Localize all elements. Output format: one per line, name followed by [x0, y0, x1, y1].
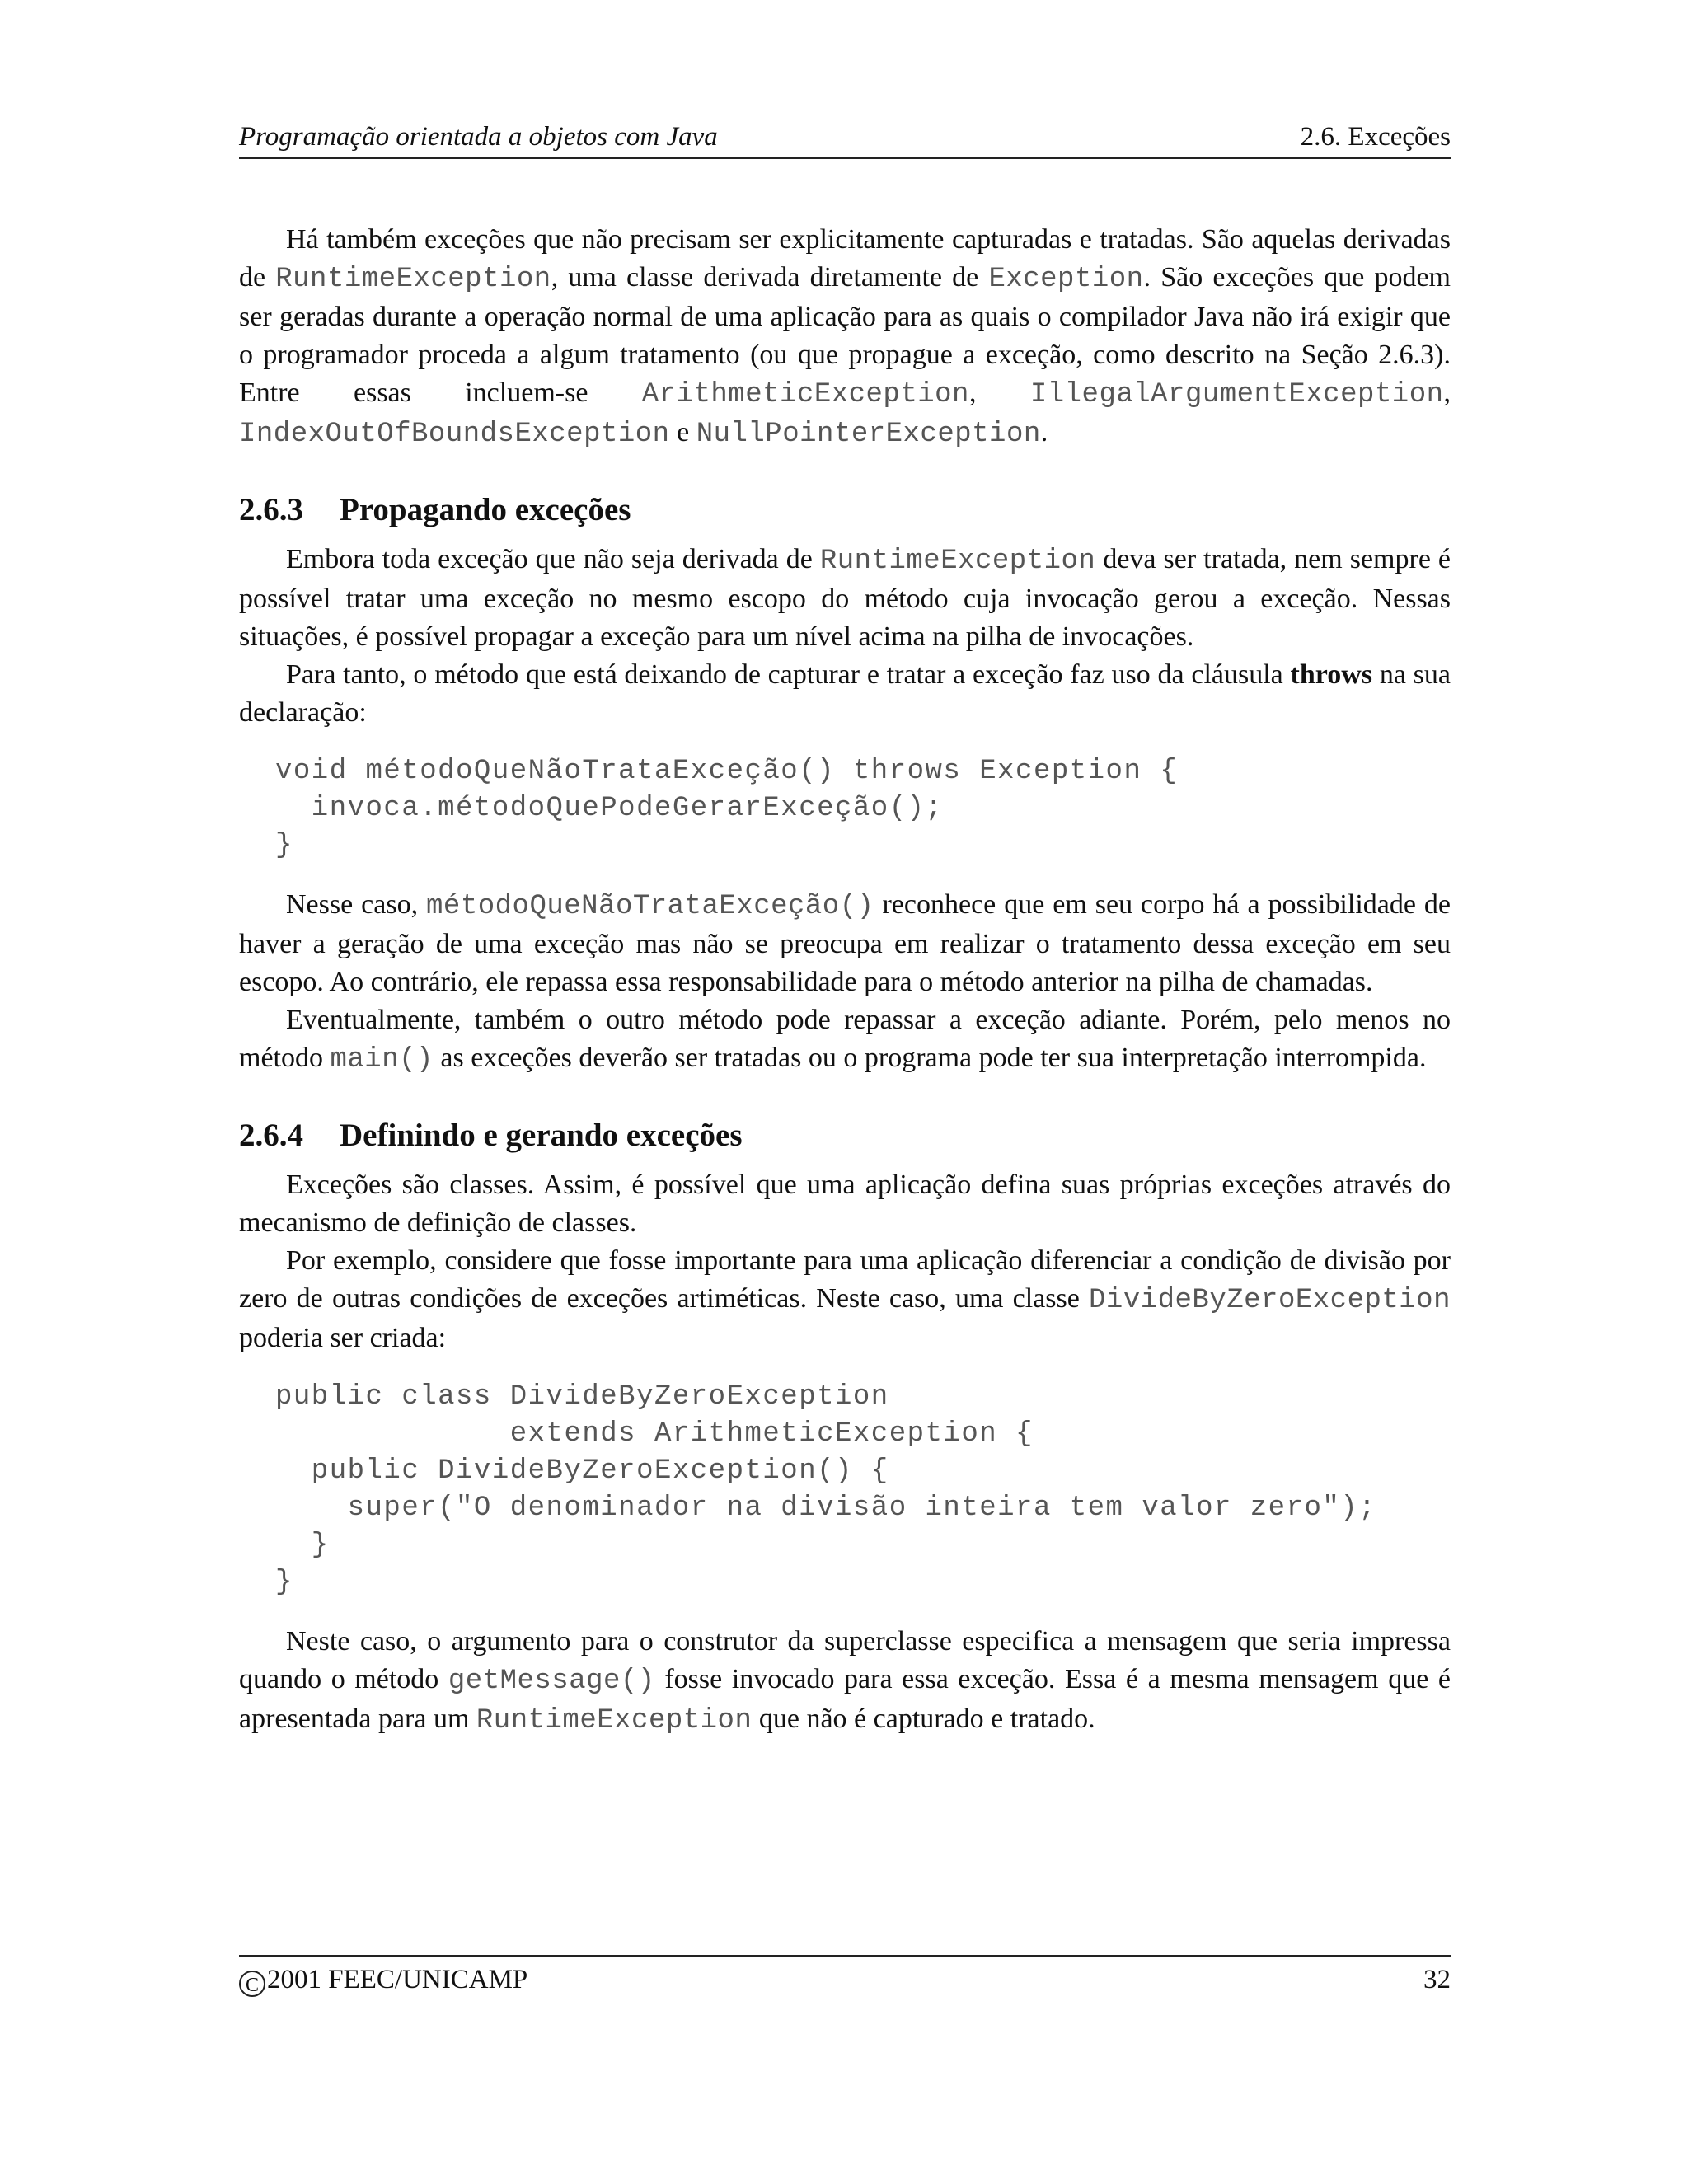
code-getmessage: getMessage() [448, 1666, 655, 1697]
section-number: 2.6.4 [239, 1118, 303, 1153]
text-run: as exceções deverão ser tratadas ou o programa pode ter sua interpretação interrompida. [433, 1043, 1427, 1073]
code-illegalargumentexception: IllegalArgumentException [1029, 379, 1444, 410]
text-run: e [669, 417, 696, 448]
page-header [239, 122, 1451, 159]
text-run: , [968, 377, 1030, 408]
text-run: reconhece que em seu corpo há a possibilidade de haver a geração de uma exceção mas não se preocupa em realizar o tratamento dessa exceção em seu escopo. Ao contrário, ele repassa essa responsabilidade para o método anterior na pilha de chamadas. [239, 889, 1451, 997]
code-block-throws-example: void métodoQueNãoTrataExceção() throws Exception { invoca.métodoQuePodeGerarExceção(); } [275, 756, 1179, 861]
page-content [239, 221, 1451, 1740]
page-number: 32 [1423, 1965, 1451, 1994]
section-number: 2.6.3 [239, 492, 303, 527]
text-run: fosse invocado para essa exceção. Essa é a mesma mensagem que é apresentada para um [239, 1664, 1451, 1734]
paragraph-propagation-intro [239, 541, 1451, 656]
text-run: na sua declaração: [239, 659, 1451, 728]
keyword-throws: throws [1290, 659, 1373, 690]
text-run: Por exemplo, considere que fosse importante para uma aplicação diferenciar a condição de divisão por zero de outras condições de exceções artiméticas. Neste caso, uma classe [239, 1245, 1451, 1314]
text-run: , [1443, 377, 1451, 408]
text-run: . São exceções que podem ser geradas durante a operação normal de uma aplicação para as quais o compilador Java não irá exigir que o programador proceda a algum tratamento (ou que propague a exceção, como descrito na Seção 2.6.3). Entre essas incluem-se [239, 262, 1451, 408]
text-run: . [1040, 417, 1048, 448]
text-run: Há também exceções que não precisam ser explicitamente capturadas e tratadas. São aquelas derivadas de [239, 224, 1451, 293]
page-footer [239, 1955, 1451, 1995]
code-exception: Exception [988, 264, 1144, 295]
text-run: Nesse caso, [286, 889, 427, 920]
code-main: main() [330, 1044, 434, 1076]
paragraph-exceptions-are-classes: Exceções são classes. Assim, é possível que uma aplicação defina suas próprias exceções através do mecanismo de definição de classes. [239, 1169, 1451, 1238]
copyright-notice [239, 1965, 528, 1995]
running-title: Programação orientada a objetos com Java [239, 122, 718, 152]
section-heading-2-6-4 [239, 1115, 1451, 1156]
code-method-name: métodoQueNãoTrataExceção() [426, 891, 874, 922]
section-title: Definindo e gerando exceções [340, 1118, 743, 1153]
code-block-class-definition: public class DivideByZeroException extends ArithmeticException { public DivideByZeroException() { super("O denominador na divisão inteira tem valor zero"); } } [275, 1381, 1377, 1598]
copyright-icon: C [239, 1971, 265, 1997]
text-run: Neste caso, o argumento para o construtor da superclasse especifica a mensagem que seria impressa quando o método [239, 1626, 1451, 1694]
text-run: poderia ser criada: [239, 1323, 447, 1353]
copyright-text: 2001 FEEC/UNICAMP [267, 1965, 528, 1994]
code-arithmeticexception: ArithmeticException [641, 379, 969, 410]
section-reference: 2.6. Exceções [1300, 122, 1451, 152]
text-run: , uma classe derivada diretamente de [551, 262, 989, 293]
paragraph-throws-clause [239, 656, 1451, 732]
code-dividebyzeroexception: DivideByZeroException [1089, 1285, 1451, 1316]
paragraph-divide-by-zero-example [239, 1242, 1451, 1357]
section-heading-2-6-3 [239, 490, 1451, 531]
paragraph-unchecked-exceptions [239, 221, 1451, 453]
code-indexoutofboundsexception: IndexOutOfBoundsException [239, 419, 670, 450]
code-runtimeexception: RuntimeException [819, 546, 1096, 577]
text-run: Eventualmente, também o outro método pode repassar a exceção adiante. Porém, pelo menos no método [239, 1005, 1451, 1073]
text-run: que não é capturado e tratado. [752, 1704, 1095, 1734]
paragraph-main-method [239, 1001, 1451, 1079]
paragraph-method-explanation [239, 886, 1451, 1001]
paragraph-getmessage [239, 1623, 1451, 1740]
code-runtimeexception: RuntimeException [476, 1705, 753, 1736]
text-run: Embora toda exceção que não seja derivada de [286, 544, 820, 574]
text-run: Para tanto, o método que está deixando de capturar e tratar a exceção faz uso da cláusula [286, 659, 1291, 690]
text-run: deva ser tratada, nem sempre é possível tratar uma exceção no mesmo escopo do método cuja invocação gerou a exceção. Nessas situações, é possível propagar a exceção para um nível acima na pilha de invocações. [239, 544, 1451, 652]
code-runtimeexception: RuntimeException [275, 264, 551, 295]
code-nullpointerexception: NullPointerException [696, 419, 1041, 450]
section-title: Propagando exceções [340, 492, 631, 527]
